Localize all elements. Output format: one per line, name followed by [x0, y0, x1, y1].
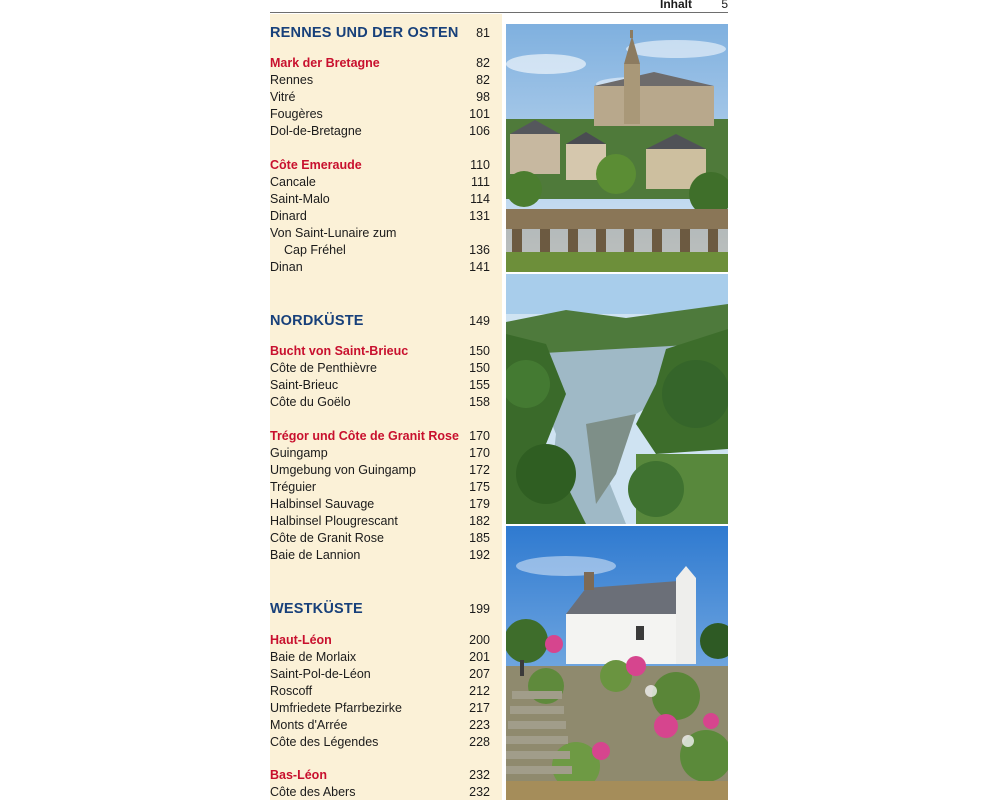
- subsection-title: Trégor und Côte de Granit Rose: [270, 429, 459, 443]
- entry-page: 111: [470, 175, 490, 189]
- section-page: 149: [469, 314, 490, 328]
- entry-page: 228: [469, 735, 490, 749]
- entry-page: 106: [469, 124, 490, 138]
- subsection-title: Mark der Bretagne: [270, 56, 380, 70]
- entry-page: 207: [469, 667, 490, 681]
- toc-entry[interactable]: [270, 360, 490, 377]
- entry-page: 98: [476, 90, 490, 104]
- subsection-title: Côte Emeraude: [270, 158, 362, 172]
- toc-entry[interactable]: [270, 174, 490, 191]
- toc-section-heading[interactable]: [270, 22, 490, 44]
- toc-entry[interactable]: [270, 225, 490, 242]
- toc-entry[interactable]: [270, 208, 490, 225]
- table-of-contents: [270, 14, 502, 800]
- photo-chapel-flowers: [506, 526, 728, 800]
- toc-subsection-heading[interactable]: [270, 157, 490, 174]
- entry-title: Dinan: [270, 260, 303, 274]
- entry-title: Rennes: [270, 73, 314, 87]
- entry-page: 170: [469, 446, 490, 460]
- toc-entry[interactable]: [270, 513, 490, 530]
- section-page: 199: [469, 602, 490, 616]
- toc-entry[interactable]: [270, 106, 490, 123]
- entry-title: Côte de Penthièvre: [270, 361, 378, 375]
- entry-title: Umgebung von Guingamp: [270, 463, 416, 477]
- toc-section-heading[interactable]: [270, 310, 490, 332]
- subsection-title: Haut-Léon: [270, 633, 332, 647]
- toc-entry[interactable]: [270, 377, 490, 394]
- section-title: NORDKÜSTE: [270, 313, 364, 329]
- entry-page: 150: [469, 361, 490, 375]
- toc-entry-continuation[interactable]: [270, 242, 490, 259]
- toc-entry[interactable]: [270, 496, 490, 513]
- entry-page: 136: [469, 243, 490, 257]
- entry-page: 182: [469, 514, 490, 528]
- entry-page: 131: [469, 209, 490, 223]
- subsection-page: 232: [469, 768, 490, 782]
- header-title: Inhalt: [660, 0, 692, 11]
- entry-title: Monts d'Arrée: [270, 718, 348, 732]
- entry-title: Fougères: [270, 107, 323, 121]
- page-header: [270, 0, 728, 13]
- entry-title: Vitré: [270, 90, 296, 104]
- toc-entry[interactable]: [270, 445, 490, 462]
- entry-title: Halbinsel Sauvage: [270, 497, 375, 511]
- toc-subsection-heading[interactable]: [270, 428, 490, 445]
- photo-town-cathedral: [506, 24, 728, 272]
- entry-page: 141: [469, 260, 490, 274]
- entry-title: Halbinsel Plougrescant: [270, 514, 398, 528]
- entry-title: Guingamp: [270, 446, 328, 460]
- toc-section-heading[interactable]: [270, 598, 490, 620]
- toc-entry[interactable]: [270, 734, 490, 751]
- entry-page: 172: [469, 463, 490, 477]
- toc-subsection-heading[interactable]: [270, 343, 490, 360]
- entry-title: Von Saint-Lunaire zum: [270, 226, 397, 240]
- toc-entry[interactable]: [270, 666, 490, 683]
- section-title: RENNES UND DER OSTEN: [270, 25, 459, 41]
- toc-subsection-heading[interactable]: [270, 55, 490, 72]
- entry-title: Côte des Légendes: [270, 735, 379, 749]
- subsection-page: 170: [469, 429, 490, 443]
- toc-entry[interactable]: [270, 784, 490, 801]
- entry-page: 201: [469, 650, 490, 664]
- entry-page: 212: [469, 684, 490, 698]
- section-page: 81: [476, 26, 490, 40]
- entry-page: 192: [469, 548, 490, 562]
- entry-title: Côte du Goëlo: [270, 395, 351, 409]
- subsection-page: 82: [476, 56, 490, 70]
- toc-entry[interactable]: [270, 717, 490, 734]
- toc-entry[interactable]: [270, 259, 490, 276]
- header-page-number: 5: [721, 0, 728, 11]
- toc-entry[interactable]: [270, 394, 490, 411]
- entry-title: Saint-Brieuc: [270, 378, 339, 392]
- entry-page: 175: [469, 480, 490, 494]
- toc-entry[interactable]: [270, 89, 490, 106]
- subsection-title: Bucht von Saint-Brieuc: [270, 344, 409, 358]
- entry-page: 185: [469, 531, 490, 545]
- entry-title: Côte des Abers: [270, 785, 356, 799]
- toc-entry[interactable]: [270, 72, 490, 89]
- entry-page: 114: [470, 192, 490, 206]
- entry-page: 217: [469, 701, 490, 715]
- toc-entry[interactable]: [270, 700, 490, 717]
- subsection-title: Bas-Léon: [270, 768, 327, 782]
- toc-entry[interactable]: [270, 547, 490, 564]
- entry-page: 179: [469, 497, 490, 511]
- subsection-page: 110: [470, 158, 490, 172]
- toc-entry[interactable]: [270, 123, 490, 140]
- entry-title: Cancale: [270, 175, 316, 189]
- toc-entry[interactable]: [270, 462, 490, 479]
- toc-subsection-heading[interactable]: [270, 767, 490, 784]
- entry-page: 158: [469, 395, 490, 409]
- subsection-page: 200: [469, 633, 490, 647]
- entry-page: 82: [476, 73, 490, 87]
- entry-title: Umfriedete Pfarrbezirke: [270, 701, 402, 715]
- entry-page: 101: [469, 107, 490, 121]
- entry-title: Saint-Malo: [270, 192, 330, 206]
- toc-entry[interactable]: [270, 191, 490, 208]
- toc-entry[interactable]: [270, 683, 490, 700]
- entry-title: Cap Fréhel: [284, 243, 346, 257]
- entry-title: Côte de Granit Rose: [270, 531, 384, 545]
- entry-page: 155: [469, 378, 490, 392]
- entry-title: Roscoff: [270, 684, 313, 698]
- subsection-page: 150: [469, 344, 490, 358]
- toc-entry[interactable]: [270, 649, 490, 666]
- toc-entry[interactable]: [270, 479, 490, 496]
- photo-river-estuary: [506, 274, 728, 524]
- toc-subsection-heading[interactable]: [270, 632, 490, 649]
- entry-title: Tréguier: [270, 480, 317, 494]
- entry-title: Baie de Lannion: [270, 548, 361, 562]
- entry-title: Baie de Morlaix: [270, 650, 357, 664]
- entry-title: Dol-de-Bretagne: [270, 124, 362, 138]
- entry-page: 232: [469, 785, 490, 799]
- entry-title: Saint-Pol-de-Léon: [270, 667, 371, 681]
- toc-entry[interactable]: [270, 530, 490, 547]
- section-title: WESTKÜSTE: [270, 601, 363, 617]
- entry-page: 223: [469, 718, 490, 732]
- entry-title: Dinard: [270, 209, 307, 223]
